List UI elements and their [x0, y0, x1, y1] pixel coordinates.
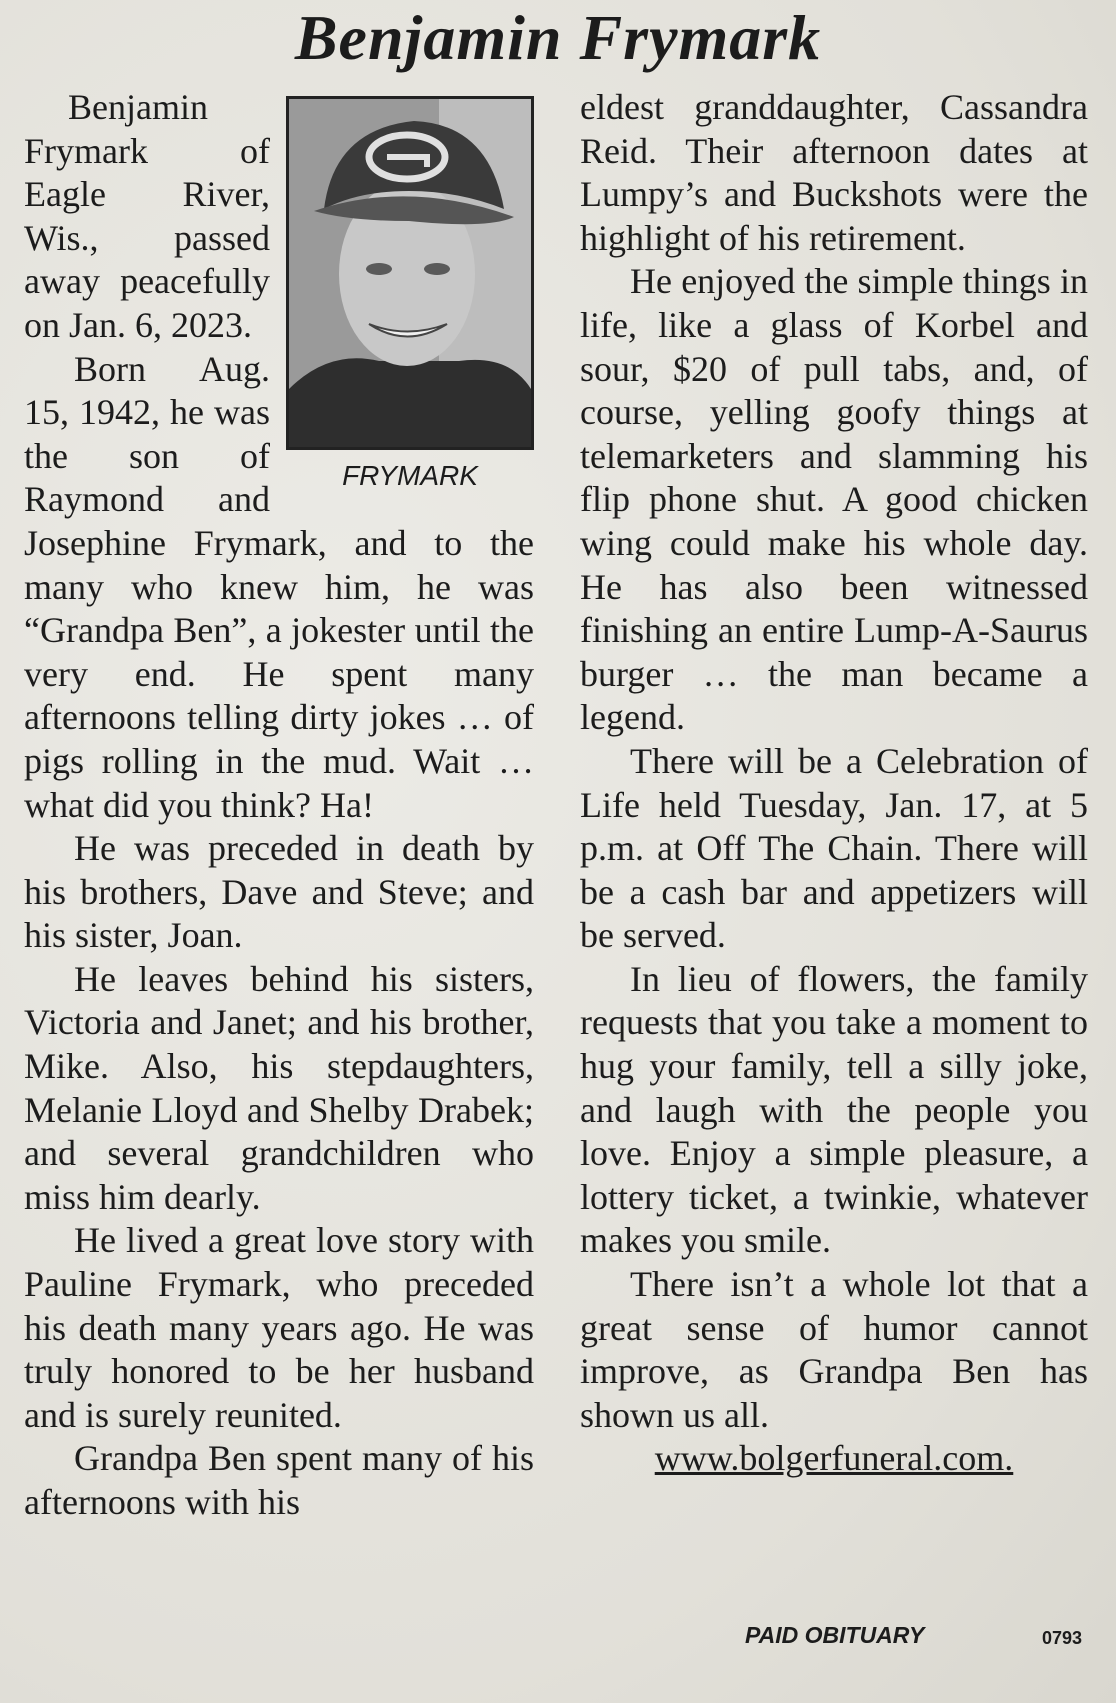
paid-obituary-label: PAID OBITUARY	[745, 1622, 925, 1648]
paragraph-in-lieu: In lieu of flowers, the family requests that you take a moment to hug your family, tell a silly joke, and laugh with the people you love. Enjoy a simple pleasure, a lottery ticket, a twinkie, whatever makes you smile.	[580, 958, 1088, 1261]
ad-code: 0793	[1042, 1628, 1083, 1648]
paragraph-preceded: He was preceded in death by his brothers, Dave and Steve; and his sister, Joan.	[24, 828, 534, 956]
portrait-illustration	[289, 99, 531, 447]
portrait-figure	[286, 96, 534, 494]
headline: Benjamin Frymark	[294, 2, 822, 73]
paragraph-love-story: He lived a great love story with Pauline Frymark, who preceded his death many years ago. He was truly honored to be her husband and is surely reunited.	[24, 1220, 534, 1435]
right-column	[580, 86, 1088, 1481]
photo-caption: FRYMARK	[342, 460, 478, 491]
left-column	[24, 86, 534, 1525]
funeral-home-link[interactable]: www.bolgerfuneral.com.	[654, 1438, 1014, 1479]
portrait-photo	[286, 96, 534, 450]
paragraph-afternoons-start: Grandpa Ben spent many of his afternoons with his	[24, 1438, 534, 1522]
paragraph-closing: There isn’t a whole lot that a great sense of humor cannot improve, as Grandpa Ben has shown us all.	[580, 1264, 1088, 1435]
paragraph-born: Born Aug. 15, 1942, he was the son of Raymond and Josephine Frymark, and to the many who knew him, he was “Grandpa Ben”, a jokester until the very end. He spent many afternoons telling dirty jokes … of pigs rolling in the mud. Wait … what did you think? Ha!	[24, 348, 534, 825]
paragraph-celebration: There will be a Celebration of Life held Tuesday, Jan. 17, at 5 p.m. at Off The Chain. There will be a cash bar and appetizers will be served.	[580, 740, 1088, 956]
paragraph-afternoons-cont: eldest granddaughter, Cassandra Reid. Their afternoon dates at Lumpy’s and Buckshots were the highlight of his retirement.	[580, 87, 1088, 258]
paragraph-survivors: He leaves behind his sisters, Victoria and Janet; and his brother, Mike. Also, his stepdaughters, Melanie Lloyd and Shelby Drabek; and several grandchildren who miss him dearly.	[24, 958, 534, 1217]
paragraph-simple-things: He enjoyed the simple things in life, like a glass of Korbel and sour, $20 of pull tabs, and, of course, yelling goofy things at telemarketers and slamming his flip phone shut. A good chicken wing could make his whole day. He has also been witnessed finishing an entire Lump-A-Saurus burger … the man became a legend.	[580, 261, 1088, 738]
paragraph-intro: Benjamin Frymark of Eagle River, Wis., passed away peacefully on Jan. 6, 2023.	[24, 87, 270, 345]
